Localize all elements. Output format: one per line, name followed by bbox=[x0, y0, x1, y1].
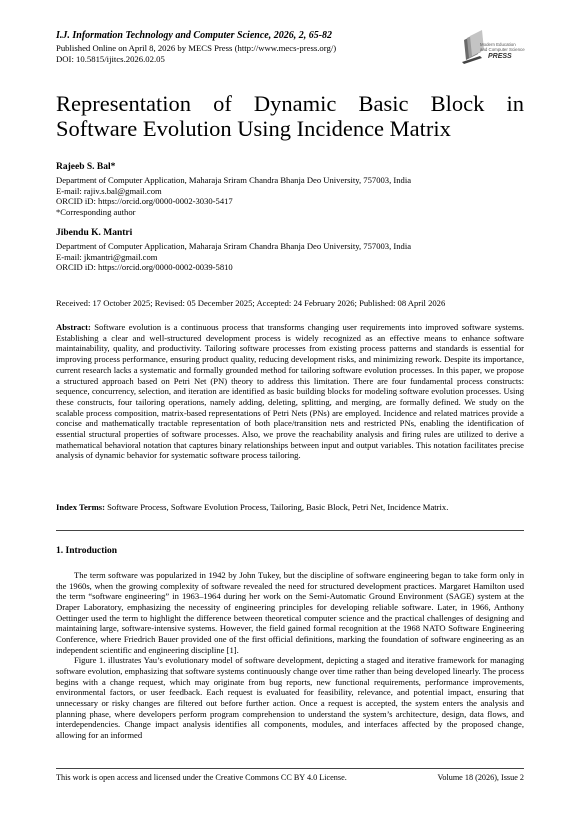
author-2-affiliation: Department of Computer Application, Maharaja Sriram Chandra Bhanja Deo University, 757003, India bbox=[56, 241, 412, 251]
abstract-label: Abstract: bbox=[56, 322, 91, 332]
corresponding-author-note: *Corresponding author bbox=[56, 206, 136, 217]
author-1-name: Rajeeb S. Bal* bbox=[56, 162, 116, 172]
abstract bbox=[56, 322, 524, 461]
submission-dates: Received: 17 October 2025; Revised: 05 December 2025; Accepted: 24 February 2026; Published: 08 April 2026 bbox=[56, 298, 446, 308]
footer-divider bbox=[56, 768, 524, 769]
section-heading: 1. Introduction bbox=[56, 546, 118, 556]
abstract-text: Software evolution is a continuous process that transforms changing user requirements into improved software systems. Establishing a clear and well-structured development process is widely recognized as an effective means to enhance software maintainability, quality, and productivity. Tailoring software processes from existing process patterns and standards is essential for improving process performance, ensuring product quality, reducing development risks, and minimizing rework. Despite its importance, current research lacks a systematic and formally grounded method for tailoring software evolution processes. In this paper, we propose a structured approach based on Petri Net (PN) theory to address this limitation. There are four fundamental process constructs: sequence, concurrency, selection, and iteration are identified as basic building blocks for modeling software evolution processes. Using these constructs, four tailoring operations, namely adding, deleting, splitting, and merging, are formally defined. We study on the scalable process composition, matrix-based representations of Petri Nets (PNs) are employed. Incidence and related matrices provide a concise and mathematically tractable representation of both place/transition nets and restricted PNs, enabling the identification of essential structural properties of software processes. Also, we prove the reachability analysis and firing rules are utilized to derive a mathematical behavioral notation that captures binary relationships between input and output variables. This notation facilitates precise analysis of dynamic behavior for systematic software process tailoring. bbox=[56, 322, 524, 461]
published-online-line: Published Online on April 8, 2026 by MECS Press (http://www.mecs-press.org/) bbox=[56, 43, 337, 53]
logo-caption: Modern Education and Computer Science bbox=[480, 42, 525, 53]
author-2-email: E-mail: jkmantri@gmail.com bbox=[56, 251, 158, 262]
doi-line: DOI: 10.5815/ijitcs.2026.02.05 bbox=[56, 54, 165, 65]
license-note: This work is open access and licensed under the Creative Commons CC BY 4.0 License. bbox=[56, 773, 347, 782]
author-2-name: Jibendu K. Mantri bbox=[56, 228, 133, 238]
index-terms bbox=[56, 502, 524, 513]
author-2-details bbox=[56, 241, 411, 273]
mecs-press-logo bbox=[460, 26, 530, 70]
index-terms-text: Software Process, Software Evolution Process, Tailoring, Basic Block, Petri Net, Incidence Matrix. bbox=[104, 502, 449, 512]
publication-info bbox=[56, 43, 336, 65]
paper-title-line-2: Software Evolution Using Incidence Matrix bbox=[56, 116, 451, 141]
author-1-details bbox=[56, 175, 411, 217]
author-1-affiliation: Department of Computer Application, Maharaja Sriram Chandra Bhanja Deo University, 757003, India bbox=[56, 175, 412, 185]
volume-issue: Volume 18 (2026), Issue 2 bbox=[437, 773, 524, 782]
paragraph: Figure 1. illustrates Yau’s evolutionary model of software development, depicting a staged and iterative framework for managing software evolution, emphasizing that software systems continuously change over time rather than being developed linearly. The process begins with a change request, which may originate from bug reports, new functional requirements, performance improvements, environmental factors, or user feedback. Each request is evaluated for feasibility, relevance, and potential impact, ensuring that unnecessary or risky changes are filtered out before further action. Once a request is accepted, the system enters the analysis and planning phase, where developers perform program comprehension to understand the system’s architecture, design, data flows, and interdependencies. Change impact analysis identifies all components, modules, and interfaces affected by the proposed change, allowing for an informed bbox=[56, 655, 524, 740]
author-1-email: E-mail: rajiv.s.bal@gmail.com bbox=[56, 185, 162, 196]
author-1-orcid: ORCID iD: https://orcid.org/0000-0002-3030-5417 bbox=[56, 196, 233, 207]
introduction-body bbox=[56, 570, 524, 741]
paragraph: The term software was popularized in 1942 by John Tukey, but the discipline of software engineering began to take form only in the 1960s, when the growing complexity of software revealed the need for structured development practices. Margaret Hamilton used the term “software engineering” in 1963–1964 during her work on the Semi-Automatic Ground Environment (SAGE) system at the Draper Laboratory, emphasizing the necessity of engineering principles for developing reliable software. Later, in 1966, Anthony Oettinger used the term to highlight the difference between theoretical computer science and the practical challenges of designing and maintaining large, software-intensive systems. However, the field gained formal recognition at the 1968 NATO Software Engineering Conference, where Friedrich Bauer provided one of the first official definitions, marking the foundation of software engineering as an independent scientific and engineering discipline [1]. bbox=[56, 570, 524, 655]
section-divider bbox=[56, 530, 524, 531]
paper-title-line-1: Representation of Dynamic Basic Block in bbox=[56, 91, 524, 116]
journal-citation: I.J. Information Technology and Computer Science, 2026, 2, 65-82 bbox=[56, 30, 333, 41]
author-2-orcid: ORCID iD: https://orcid.org/0000-0002-0039-5810 bbox=[56, 262, 233, 273]
logo-press-word: PRESS bbox=[488, 53, 512, 60]
index-terms-label: Index Terms: bbox=[56, 502, 105, 512]
